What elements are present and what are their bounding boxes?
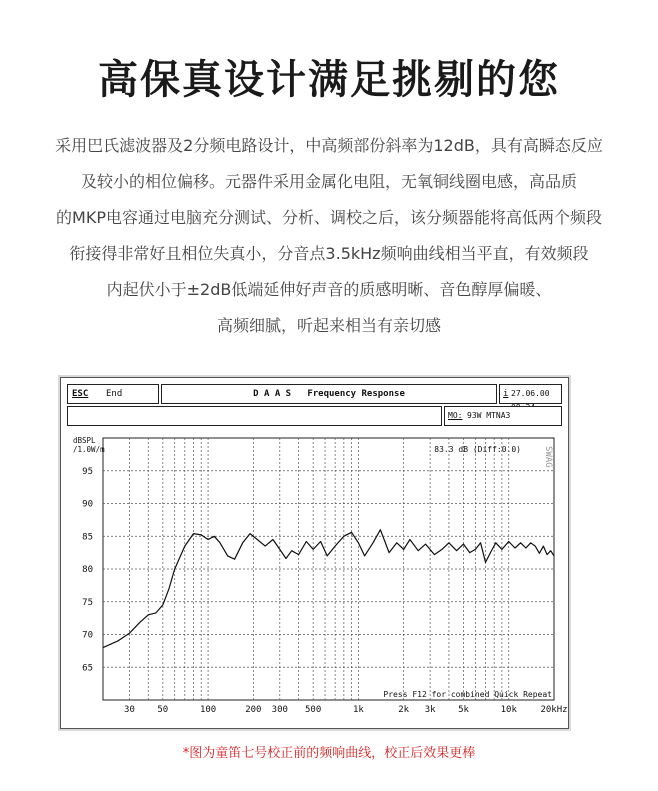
- y-tick-label: 80: [82, 565, 93, 575]
- window-title: D A A S Frequency Response: [253, 389, 405, 399]
- y-tick-label: 95: [82, 466, 93, 477]
- headline: 高保真设计满足挑剔的您: [98, 57, 560, 103]
- info-icon: i: [503, 389, 509, 399]
- description-line: 高频细腻，听起来相当有亲切感: [216, 316, 441, 335]
- y-tick-label: 75: [82, 597, 93, 608]
- description-line: 的MKP电容通过电脑充分测试、分析、调校之后，该分频器能将高低两个频段: [56, 208, 602, 227]
- esc-button[interactable]: [67, 384, 159, 404]
- x-tick-label: 3k: [424, 705, 436, 715]
- y-tick-label: 70: [82, 630, 93, 641]
- frequency-response-chart: [61, 428, 568, 728]
- window-title-bar: [161, 384, 497, 404]
- y-tick-label: 90: [82, 499, 93, 510]
- description: [0, 128, 658, 344]
- side-label: SWAG: [543, 446, 553, 468]
- y-axis-label: /1.0W/m: [73, 445, 105, 454]
- x-tick-label: 10k: [500, 705, 517, 715]
- description-line: 及较小的相位偏移。元器件采用金属化电阻，无氧铜线圈电感，高品质: [80, 172, 577, 191]
- model-name: 93W MTNA3: [467, 411, 511, 420]
- x-tick-label: 500: [305, 705, 322, 715]
- datetime: 27.06.00: [511, 389, 550, 398]
- x-tick-label: 300: [271, 705, 288, 715]
- x-tick-label: 20kHz: [540, 705, 568, 715]
- footnote: *图为童笛七号校正前的频响曲线，校正后效果更棒: [182, 746, 476, 761]
- hint-text: Press F12 for combined Quick Repeat: [383, 690, 552, 699]
- x-tick-label: 1k: [352, 705, 364, 715]
- measurement-screenshot: [60, 377, 569, 729]
- x-tick-label: 5k: [458, 705, 469, 715]
- x-tick-label: 200: [245, 705, 262, 715]
- y-tick-label: 65: [82, 663, 93, 674]
- response-curve: [103, 530, 554, 648]
- y-axis-label: dBSPL: [73, 436, 96, 445]
- datetime-box: [499, 384, 562, 404]
- level-readout: 83.3 dB (Diff:0.0): [434, 445, 521, 454]
- model-box: [444, 406, 562, 426]
- x-tick-label: 50: [157, 705, 169, 715]
- status-field: [67, 406, 442, 426]
- model-prefix: MO:: [448, 411, 463, 420]
- x-tick-label: 2k: [398, 705, 410, 715]
- end-label: End: [106, 389, 123, 399]
- description-line: 内起伏小于±2dB低端延伸好声音的质感明晰、音色醇厚偏暖、: [106, 280, 552, 299]
- x-tick-label: 100: [199, 705, 217, 715]
- description-line: 衔接得非常好且相位失真小，分音点3.5kHz频响曲线相当平直，有效频段: [69, 244, 589, 263]
- description-line: 采用巴氏滤波器及2分频电路设计，中高频部份斜率为12dB，具有高瞬态反应: [55, 136, 603, 155]
- esc-key: ESC: [72, 389, 89, 399]
- y-tick-label: 85: [82, 532, 93, 543]
- x-tick-label: 30: [124, 705, 135, 715]
